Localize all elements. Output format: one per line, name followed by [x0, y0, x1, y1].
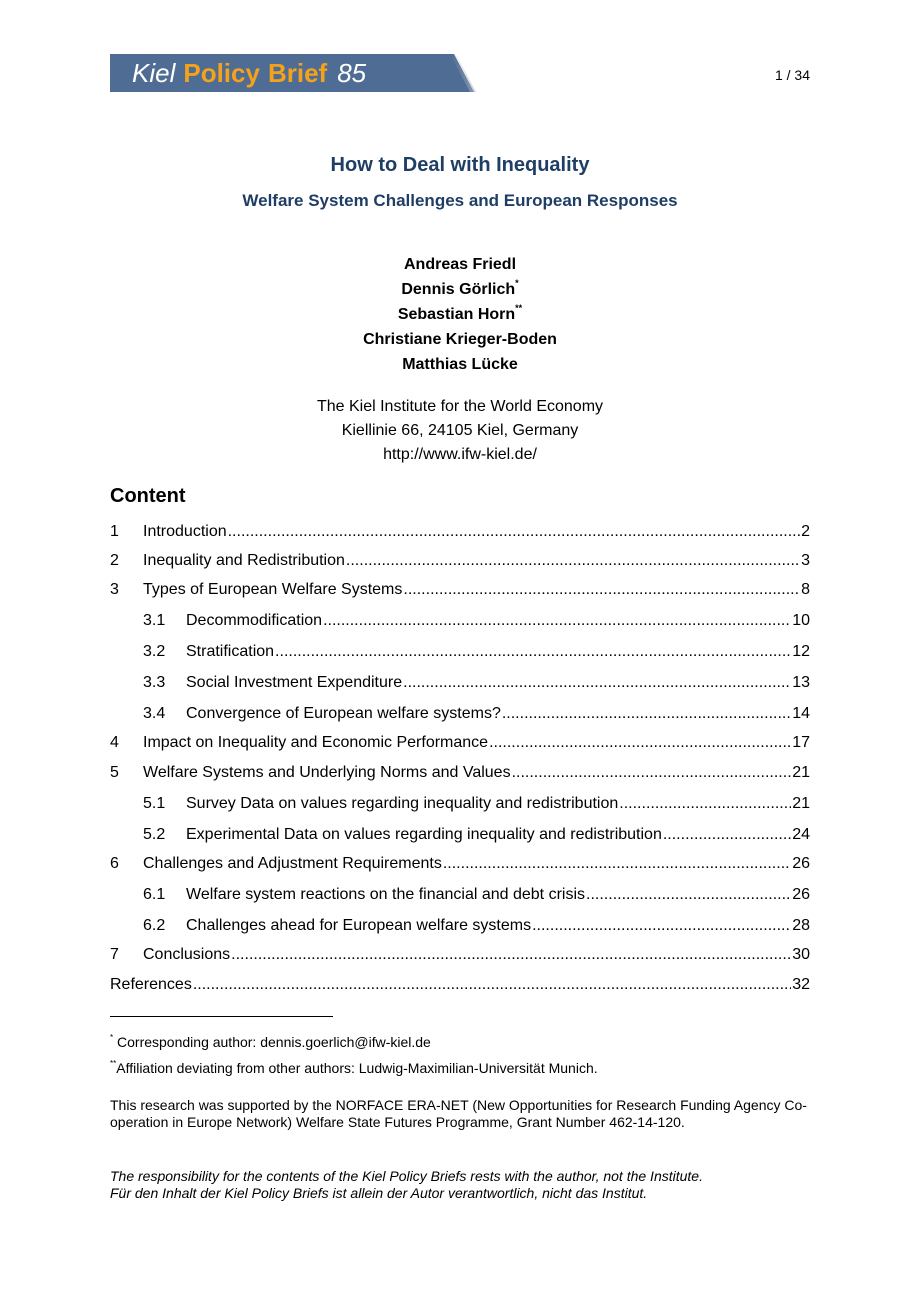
toc-heading: Content — [110, 485, 186, 507]
toc-leader-dots — [443, 855, 791, 873]
toc-entry-page: 3 — [801, 552, 810, 569]
toc-entry-page: 26 — [792, 855, 810, 872]
toc-entry-number: 5.2 — [143, 826, 166, 843]
toc-entry-number: 6.1 — [143, 886, 166, 903]
author — [0, 355, 920, 380]
toc-entry-title: Stratification — [186, 643, 275, 660]
toc-leader-dots — [532, 917, 791, 935]
institute-address: Kiellinie 66, 24105 Kiel, Germany — [341, 422, 579, 439]
toc-entry-title: Decommodification — [186, 612, 323, 629]
toc-entry[interactable] — [110, 855, 810, 875]
toc-leader-dots — [619, 795, 791, 813]
series-title — [132, 56, 366, 90]
toc-entry-page: 24 — [792, 826, 810, 843]
toc-leader-dots — [193, 976, 791, 994]
toc-entry[interactable] — [110, 705, 810, 725]
document-subtitle: Welfare System Challenges and European Responses — [242, 191, 678, 210]
footnote-text: Affiliation deviating from other authors: Ludwig-Maximilian-Universität Munich. — [116, 1060, 598, 1076]
author — [0, 305, 920, 330]
toc-leader-dots — [346, 552, 800, 570]
author-name: Matthias Lücke — [402, 356, 518, 373]
toc-entry-number: 5 — [110, 764, 119, 781]
toc-entry-number: 3.2 — [143, 643, 166, 660]
footnote-divider — [110, 1016, 333, 1017]
toc-entry-page: 2 — [801, 523, 810, 540]
toc-entry-title: Types of European Welfare Systems — [143, 581, 403, 598]
footnote — [110, 1034, 431, 1050]
disclaimer-german: Für den Inhalt der Kiel Policy Briefs ist allein der Autor verantwortlich, nicht das Institut. — [110, 1185, 648, 1201]
toc-entry-page: 17 — [792, 734, 810, 751]
toc-entry-page: 21 — [792, 795, 810, 812]
toc-entry-number: 4 — [110, 734, 119, 751]
author-name: Christiane Krieger-Boden — [363, 331, 557, 348]
document-title: How to Deal with Inequality — [330, 154, 590, 176]
toc-entry-page: 12 — [792, 643, 810, 660]
author-footnote-mark: ** — [515, 303, 523, 313]
funding-note: This research was supported by the NORFACE ERA-NET (New Opportunities for Research Funding Agency Co-operation in Europe Network) Welfare State Futures Programme, Grant Number 462-14-120. — [110, 1097, 807, 1130]
toc-entry[interactable] — [110, 674, 810, 694]
series-number: 85 — [337, 58, 367, 88]
toc-entry[interactable] — [110, 976, 810, 996]
toc-entry-number: 6.2 — [143, 917, 166, 934]
series-brief: Brief — [267, 58, 328, 88]
toc-entry[interactable] — [110, 552, 810, 572]
author-name: Sebastian Horn — [397, 306, 516, 323]
author-name: Dennis Görlich — [401, 281, 516, 298]
toc-leader-dots — [403, 581, 800, 599]
toc-leader-dots — [323, 612, 791, 630]
toc-entry-title: Welfare system reactions on the financial and debt crisis — [186, 886, 586, 903]
toc-leader-dots — [231, 946, 791, 964]
toc-entry-page: 21 — [792, 764, 810, 781]
toc-entry-page: 14 — [792, 705, 810, 722]
toc-leader-dots — [403, 674, 791, 692]
disclaimer — [110, 1168, 810, 1202]
toc-entry-number: 6 — [110, 855, 119, 872]
toc-entry-number: 3.1 — [143, 612, 166, 629]
toc-entry-number: 3.4 — [143, 705, 166, 722]
toc-leader-dots — [586, 886, 791, 904]
page-indicator: 1 / 34 — [774, 67, 810, 83]
toc-entry-title: Introduction — [143, 523, 227, 540]
toc-entry-title: Conclusions — [143, 946, 231, 963]
toc-entry-number: 5.1 — [143, 795, 166, 812]
toc-entry-number: 2 — [110, 552, 119, 569]
toc-entry[interactable] — [110, 764, 810, 784]
author-name: Andreas Friedl — [403, 256, 517, 273]
toc-entry[interactable] — [110, 643, 810, 663]
toc-entry-title: Experimental Data on values regarding inequality and redistribution — [186, 826, 662, 843]
toc-entry-title: Social Investment Expenditure — [186, 674, 403, 691]
toc-entry-title: Challenges and Adjustment Requirements — [143, 855, 442, 872]
toc-entry-title: Inequality and Redistribution — [143, 552, 345, 569]
author — [0, 330, 920, 355]
toc-entry-number: 3 — [110, 581, 119, 598]
toc-entry-page: 10 — [792, 612, 810, 629]
toc-entry-title: Impact on Inequality and Economic Performance — [143, 734, 489, 751]
toc-leader-dots — [502, 705, 791, 723]
toc-entry-title: References — [110, 976, 192, 993]
toc-leader-dots — [489, 734, 791, 752]
footnote-text: Corresponding author: dennis.goerlich@ifw-kiel.de — [113, 1034, 431, 1050]
toc-entry[interactable] — [110, 734, 810, 754]
disclaimer-english: The responsibility for the contents of the Kiel Policy Briefs rests with the author, not the Institute. — [110, 1168, 703, 1184]
toc-entry-page: 13 — [792, 674, 810, 691]
series-policy: Policy — [183, 58, 260, 88]
institute-name: The Kiel Institute for the World Economy — [316, 398, 604, 415]
toc-entry[interactable] — [110, 581, 810, 601]
series-kiel: Kiel — [132, 58, 176, 88]
toc-entry-title: Convergence of European welfare systems? — [186, 705, 501, 722]
toc-entry-page: 28 — [792, 917, 810, 934]
toc-leader-dots — [663, 826, 791, 844]
author — [0, 280, 920, 305]
toc-entry-title: Survey Data on values regarding inequality and redistribution — [186, 795, 619, 812]
footnote — [110, 1060, 598, 1076]
affiliation — [0, 397, 920, 469]
toc-entry-page: 32 — [792, 976, 810, 993]
toc-entry-page: 30 — [792, 946, 810, 963]
toc-entry-number: 7 — [110, 946, 119, 963]
author-footnote-mark: * — [515, 278, 519, 288]
toc-entry-title: Challenges ahead for European welfare systems — [186, 917, 532, 934]
toc-leader-dots — [228, 523, 800, 541]
institute-url[interactable]: http://www.ifw-kiel.de/ — [383, 446, 537, 463]
toc-entry[interactable] — [110, 826, 810, 846]
footnote-mark: * — [110, 1033, 114, 1042]
toc-entry-title: Welfare Systems and Underlying Norms and Values — [143, 764, 511, 781]
author-list — [0, 255, 920, 380]
toc-leader-dots — [275, 643, 791, 661]
toc-entry[interactable] — [110, 917, 810, 937]
toc-entry-page: 26 — [792, 886, 810, 903]
toc-entry[interactable] — [110, 795, 810, 815]
toc-leader-dots — [512, 764, 792, 782]
footnote-mark: ** — [110, 1059, 117, 1068]
toc-entry[interactable] — [110, 886, 810, 906]
toc-entry-page: 8 — [801, 581, 810, 598]
toc-entry-number: 3.3 — [143, 674, 166, 691]
toc-entry[interactable] — [110, 612, 810, 632]
toc-entry[interactable] — [110, 523, 810, 543]
toc-entry-number: 1 — [110, 523, 119, 540]
toc-entry[interactable] — [110, 946, 810, 966]
author — [0, 255, 920, 280]
